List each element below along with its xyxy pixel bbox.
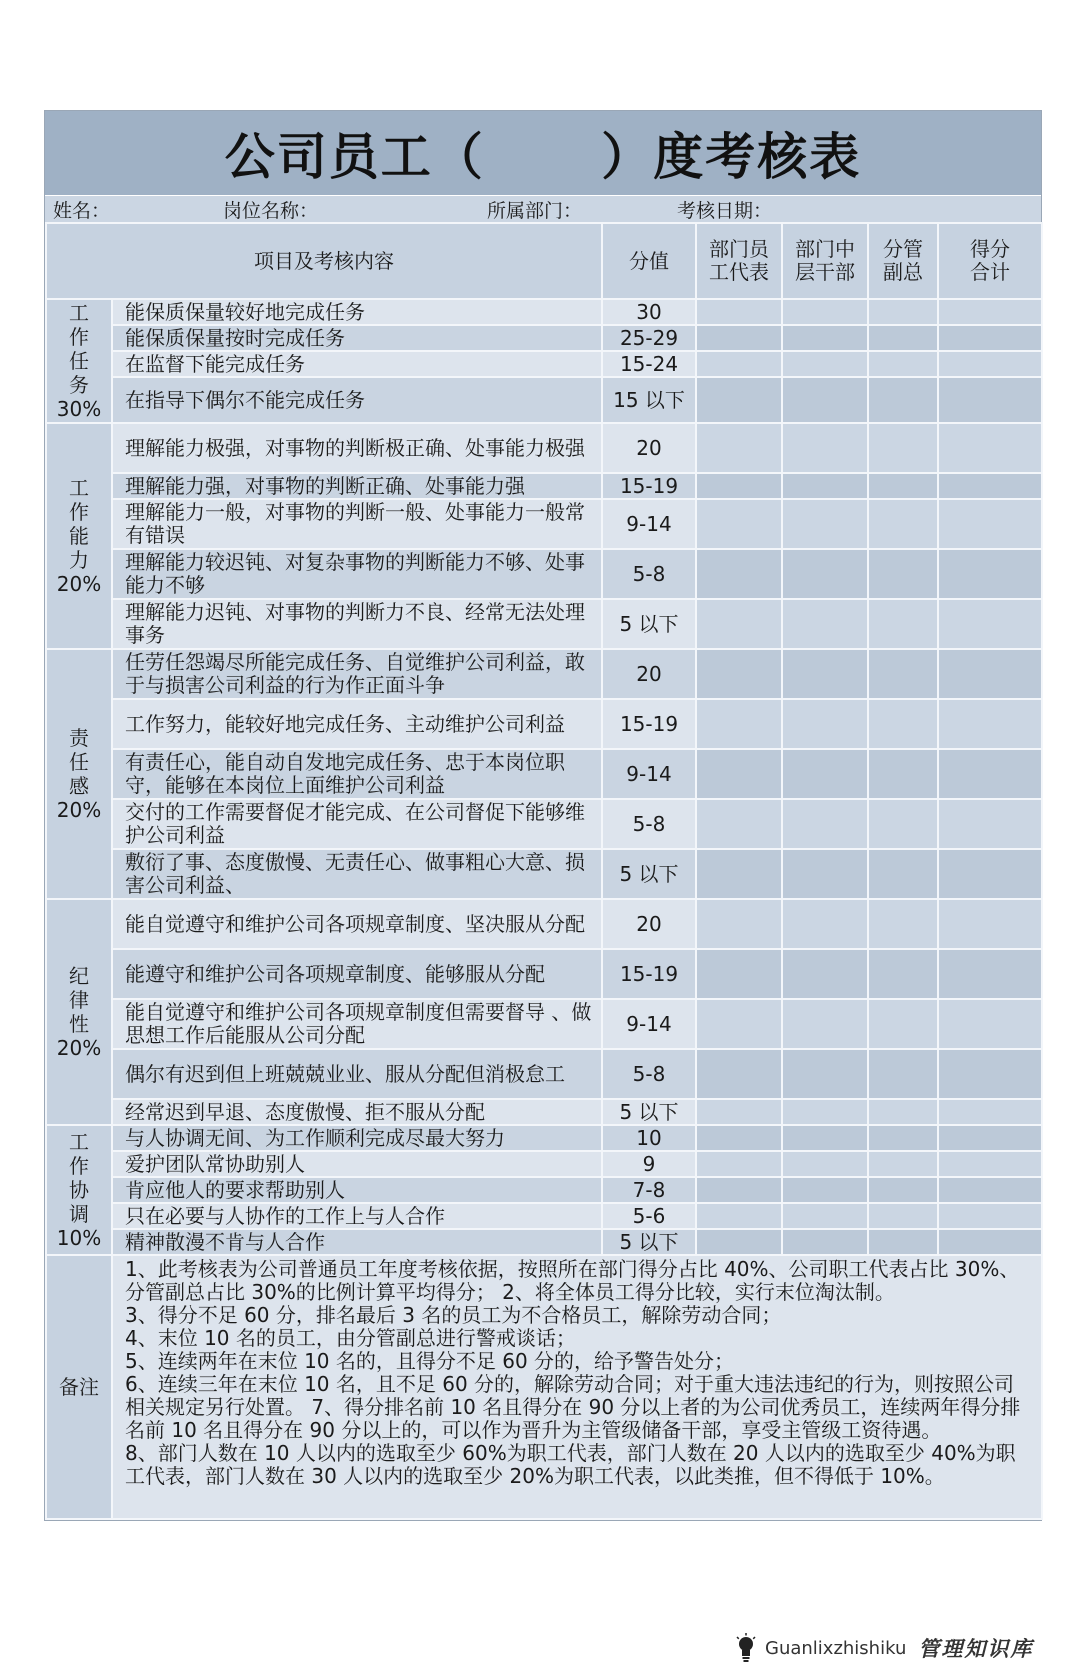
vp-score-cell[interactable] — [868, 549, 938, 599]
mid-score-cell[interactable] — [782, 325, 868, 351]
criteria-text: 偶尔有迟到但上班兢兢业业、服从分配但消极怠工 — [112, 1049, 602, 1099]
rep-score-cell[interactable] — [696, 499, 782, 549]
rep-score-cell[interactable] — [696, 1229, 782, 1255]
category-char: 调 — [69, 1202, 89, 1226]
criteria-text: 敷衍了事、态度傲慢、无责任心、做事粗心大意、损害公司利益、 — [112, 849, 602, 899]
criteria-text: 交付的工作需要督促才能完成、在公司督促下能够维护公司利益 — [112, 799, 602, 849]
rep-score-cell[interactable] — [696, 749, 782, 799]
total-score-cell[interactable] — [938, 599, 1042, 649]
mid-score-cell[interactable] — [782, 1177, 868, 1203]
total-score-cell[interactable] — [938, 749, 1042, 799]
vp-score-cell[interactable] — [868, 699, 938, 749]
category-char: 作 — [69, 1154, 89, 1178]
score-range: 25-29 — [602, 325, 696, 351]
vp-score-cell[interactable] — [868, 749, 938, 799]
criteria-text: 有责任心，能自动自发地完成任务、忠于本岗位职守，能够在本岗位上面维护公司利益 — [112, 749, 602, 799]
total-score-cell[interactable] — [938, 1049, 1042, 1099]
category-char: 作 — [69, 500, 89, 524]
info-row — [45, 195, 1041, 222]
vp-score-cell[interactable] — [868, 325, 938, 351]
total-score-cell[interactable] — [938, 325, 1042, 351]
rep-score-cell[interactable] — [696, 1099, 782, 1125]
table-row — [46, 999, 1042, 1049]
total-score-cell[interactable] — [938, 351, 1042, 377]
mid-score-cell[interactable] — [782, 299, 868, 325]
position-label: 岗位名称： — [223, 199, 319, 222]
vp-score-cell[interactable] — [868, 499, 938, 549]
rep-score-cell[interactable] — [696, 473, 782, 499]
vp-score-cell[interactable] — [868, 1203, 938, 1229]
header-items: 项目及考核内容 — [46, 223, 602, 299]
criteria-text: 肯应他人的要求帮助别人 — [112, 1177, 602, 1203]
criteria-text: 在监督下能完成任务 — [112, 351, 602, 377]
mid-score-cell[interactable] — [782, 549, 868, 599]
category-char: 工 — [69, 1130, 89, 1154]
score-range: 9-14 — [602, 749, 696, 799]
category-cell — [46, 649, 112, 899]
note-line: 8、部门人数在 10 人以内的选取至少 60%为职工代表，部门人数在 20 人以内的选取至少 40%为职工代表，部门人数在 30 人以内的选取至少 20%为职工代表，以此类推，但不得低于 10%。 — [125, 1441, 1016, 1488]
header-rep-line2: 工代表 — [709, 260, 769, 284]
vp-score-cell[interactable] — [868, 899, 938, 949]
mid-score-cell[interactable] — [782, 1229, 868, 1255]
category-weight: 20% — [56, 798, 102, 822]
mid-score-cell[interactable] — [782, 649, 868, 699]
note-line: 6、连续三年在末位 10 名，且不足 60 分的，解除劳动合同；对于重大违法违纪的行为，则按照公司相关规定另行处置。 7、得分排名前 10 名且得分在 90 分以上者的为公司优秀员工，连续两年得分排名前 10 名且得分在 90 分以上的，可以作为晋升为主管级储备干部，享受主管级工资待遇。 — [125, 1372, 1021, 1442]
total-score-cell[interactable] — [938, 299, 1042, 325]
header-mid — [782, 223, 868, 299]
table-row — [46, 325, 1042, 351]
table-row — [46, 949, 1042, 999]
table-row — [46, 1151, 1042, 1177]
note-line: 5、连续两年在末位 10 名的，且得分不足 60 分的，给予警告处分； — [125, 1349, 735, 1373]
criteria-text: 工作努力，能较好地完成任务、主动维护公司利益 — [112, 699, 602, 749]
category-char: 力 — [69, 548, 89, 572]
total-score-cell[interactable] — [938, 1125, 1042, 1151]
table-row — [46, 1229, 1042, 1255]
appraisal-form — [44, 110, 1042, 1521]
vp-score-cell[interactable] — [868, 1229, 938, 1255]
header-score: 分值 — [602, 223, 696, 299]
vp-score-cell[interactable] — [868, 423, 938, 473]
category-char: 性 — [69, 1012, 89, 1036]
category-char: 纪 — [69, 964, 89, 988]
brand-en: Guanlixzhishiku — [765, 1637, 907, 1659]
vp-score-cell[interactable] — [868, 1099, 938, 1125]
table-row — [46, 899, 1042, 949]
table-row — [46, 423, 1042, 473]
score-range: 10 — [602, 1125, 696, 1151]
table-row — [46, 699, 1042, 749]
score-range: 9 — [602, 1151, 696, 1177]
table-row — [46, 799, 1042, 849]
total-score-cell[interactable] — [938, 1203, 1042, 1229]
category-char: 律 — [69, 988, 89, 1012]
mid-score-cell[interactable] — [782, 799, 868, 849]
header-vp — [868, 223, 938, 299]
category-char: 协 — [69, 1178, 89, 1202]
mid-score-cell[interactable] — [782, 849, 868, 899]
vp-score-cell[interactable] — [868, 377, 938, 423]
total-score-cell[interactable] — [938, 849, 1042, 899]
criteria-text: 与人协调无间、为工作顺利完成尽最大努力 — [112, 1125, 602, 1151]
score-range: 20 — [602, 423, 696, 473]
rep-score-cell[interactable] — [696, 849, 782, 899]
table-row — [46, 1049, 1042, 1099]
header-mid-line2: 层干部 — [795, 260, 855, 284]
category-char: 务 — [69, 373, 89, 397]
score-range: 5 以下 — [602, 1229, 696, 1255]
category-char: 感 — [69, 774, 89, 798]
header-total — [938, 223, 1042, 299]
total-score-cell[interactable] — [938, 899, 1042, 949]
category-char: 作 — [69, 325, 89, 349]
total-score-cell[interactable] — [938, 1177, 1042, 1203]
table-row — [46, 849, 1042, 899]
table-row — [46, 1099, 1042, 1125]
total-score-cell[interactable] — [938, 799, 1042, 849]
criteria-text: 任劳任怨竭尽所能完成任务、自觉维护公司利益，敢于与损害公司利益的行为作正面斗争 — [112, 649, 602, 699]
date-label: 考核日期： — [677, 199, 773, 222]
rep-score-cell[interactable] — [696, 999, 782, 1049]
category-char: 任 — [69, 750, 89, 774]
score-range: 7-8 — [602, 1177, 696, 1203]
rep-score-cell[interactable] — [696, 377, 782, 423]
criteria-text: 在指导下偶尔不能完成任务 — [112, 377, 602, 423]
criteria-text: 理解能力极强，对事物的判断极正确、处事能力极强 — [112, 423, 602, 473]
header-total-line2: 合计 — [970, 260, 1010, 284]
total-score-cell[interactable] — [938, 423, 1042, 473]
lightbulb-icon — [735, 1633, 757, 1663]
mid-score-cell[interactable] — [782, 899, 868, 949]
vp-score-cell[interactable] — [868, 1151, 938, 1177]
rep-score-cell[interactable] — [696, 1151, 782, 1177]
mid-score-cell[interactable] — [782, 999, 868, 1049]
table-row — [46, 1125, 1042, 1151]
vp-score-cell[interactable] — [868, 599, 938, 649]
total-score-cell[interactable] — [938, 1229, 1042, 1255]
note-line: 4、末位 10 名的员工，由分管副总进行警戒谈话； — [125, 1326, 576, 1350]
category-weight: 30% — [56, 397, 102, 421]
vp-score-cell[interactable] — [868, 351, 938, 377]
score-range: 5-6 — [602, 1203, 696, 1229]
rep-score-cell[interactable] — [696, 649, 782, 699]
total-score-cell[interactable] — [938, 473, 1042, 499]
rep-score-cell[interactable] — [696, 423, 782, 473]
mid-score-cell[interactable] — [782, 1099, 868, 1125]
table-row — [46, 1203, 1042, 1229]
notes-row — [46, 1255, 1042, 1519]
category-char: 能 — [69, 524, 89, 548]
mid-score-cell[interactable] — [782, 599, 868, 649]
name-label: 姓名： — [53, 199, 111, 222]
mid-score-cell[interactable] — [782, 1151, 868, 1177]
rep-score-cell[interactable] — [696, 325, 782, 351]
header-row — [46, 223, 1042, 299]
score-range: 5-8 — [602, 799, 696, 849]
vp-score-cell[interactable] — [868, 799, 938, 849]
table-row — [46, 549, 1042, 599]
mid-score-cell[interactable] — [782, 499, 868, 549]
vp-score-cell[interactable] — [868, 649, 938, 699]
score-range: 20 — [602, 899, 696, 949]
criteria-text: 理解能力一般，对事物的判断一般、处事能力一般常有错误 — [112, 499, 602, 549]
rep-score-cell[interactable] — [696, 351, 782, 377]
score-range: 5 以下 — [602, 599, 696, 649]
mid-score-cell[interactable] — [782, 473, 868, 499]
category-char: 任 — [69, 349, 89, 373]
score-range: 15-19 — [602, 699, 696, 749]
criteria-text: 能自觉遵守和维护公司各项规章制度但需要督导 、做思想工作后能服从公司分配 — [112, 999, 602, 1049]
rep-score-cell[interactable] — [696, 899, 782, 949]
criteria-text: 理解能力强，对事物的判断正确、处事能力强 — [112, 473, 602, 499]
mid-score-cell[interactable] — [782, 1203, 868, 1229]
table-row — [46, 351, 1042, 377]
category-cell — [46, 899, 112, 1125]
table-row — [46, 649, 1042, 699]
category-weight: 20% — [56, 1036, 102, 1060]
score-range: 15-24 — [602, 351, 696, 377]
total-score-cell[interactable] — [938, 1099, 1042, 1125]
category-weight: 10% — [56, 1226, 102, 1250]
rep-score-cell[interactable] — [696, 699, 782, 749]
rep-score-cell[interactable] — [696, 549, 782, 599]
rep-score-cell[interactable] — [696, 1177, 782, 1203]
score-range: 20 — [602, 649, 696, 699]
table-row — [46, 299, 1042, 325]
footer-watermark — [735, 1633, 1033, 1663]
total-score-cell[interactable] — [938, 699, 1042, 749]
vp-score-cell[interactable] — [868, 1177, 938, 1203]
category-cell — [46, 423, 112, 649]
criteria-text: 能自觉遵守和维护公司各项规章制度、坚决服从分配 — [112, 899, 602, 949]
total-score-cell[interactable] — [938, 499, 1042, 549]
total-score-cell[interactable] — [938, 549, 1042, 599]
rep-score-cell[interactable] — [696, 599, 782, 649]
score-range: 30 — [602, 299, 696, 325]
mid-score-cell[interactable] — [782, 949, 868, 999]
mid-score-cell[interactable] — [782, 423, 868, 473]
notes-label: 备注 — [46, 1255, 112, 1519]
category-char: 工 — [69, 301, 89, 325]
vp-score-cell[interactable] — [868, 849, 938, 899]
score-range: 5 以下 — [602, 1099, 696, 1125]
score-range: 9-14 — [602, 999, 696, 1049]
total-score-cell[interactable] — [938, 649, 1042, 699]
table-row — [46, 1177, 1042, 1203]
table-row — [46, 599, 1042, 649]
vp-score-cell[interactable] — [868, 999, 938, 1049]
category-char: 工 — [69, 476, 89, 500]
vp-score-cell[interactable] — [868, 949, 938, 999]
table-row — [46, 499, 1042, 549]
criteria-text: 能保质保量较好地完成任务 — [112, 299, 602, 325]
rep-score-cell[interactable] — [696, 799, 782, 849]
vp-score-cell[interactable] — [868, 299, 938, 325]
dept-label: 所属部门： — [487, 199, 583, 222]
score-range: 5-8 — [602, 549, 696, 599]
criteria-text: 精神散漫不肯与人合作 — [112, 1229, 602, 1255]
note-line: 1、此考核表为公司普通员工年度考核依据，按照所在部门得分占比 40%、公司职工代表占比 30%、分管副总占比 30%的比例计算平均得分； 2、将全体员工得分比较，实行末位淘汰制。 — [125, 1257, 1020, 1304]
score-range: 5-8 — [602, 1049, 696, 1099]
criteria-text: 能遵守和维护公司各项规章制度、能够服从分配 — [112, 949, 602, 999]
total-score-cell[interactable] — [938, 377, 1042, 423]
form-title: 公司员工（ ）度考核表 — [224, 128, 862, 186]
score-range: 15-19 — [602, 949, 696, 999]
mid-score-cell[interactable] — [782, 699, 868, 749]
table-row — [46, 377, 1042, 423]
category-cell — [46, 1125, 112, 1255]
criteria-text: 只在必要与人协作的工作上与人合作 — [112, 1203, 602, 1229]
total-score-cell[interactable] — [938, 1151, 1042, 1177]
total-score-cell[interactable] — [938, 999, 1042, 1049]
score-range: 15 以下 — [602, 377, 696, 423]
criteria-text: 能保质保量按时完成任务 — [112, 325, 602, 351]
header-mid-line1: 部门中 — [795, 237, 855, 261]
score-range: 15-19 — [602, 473, 696, 499]
note-line: 3、得分不足 60 分，排名最后 3 名的员工为不合格员工，解除劳动合同； — [125, 1303, 782, 1327]
rep-score-cell[interactable] — [696, 949, 782, 999]
mid-score-cell[interactable] — [782, 749, 868, 799]
criteria-text: 理解能力迟钝、对事物的判断力不良、经常无法处理事务 — [112, 599, 602, 649]
notes-content — [112, 1255, 1042, 1519]
mid-score-cell[interactable] — [782, 351, 868, 377]
table-row — [46, 473, 1042, 499]
score-range: 5 以下 — [602, 849, 696, 899]
header-total-line1: 得分 — [970, 237, 1010, 261]
vp-score-cell[interactable] — [868, 1049, 938, 1099]
appraisal-table — [45, 222, 1043, 1520]
header-rep — [696, 223, 782, 299]
rep-score-cell[interactable] — [696, 1203, 782, 1229]
mid-score-cell[interactable] — [782, 377, 868, 423]
header-vp-line1: 分管 — [883, 237, 923, 261]
vp-score-cell[interactable] — [868, 1125, 938, 1151]
brand-cn: 管理知识库 — [918, 1637, 1034, 1661]
category-weight: 20% — [56, 572, 102, 596]
rep-score-cell[interactable] — [696, 1049, 782, 1099]
mid-score-cell[interactable] — [782, 1049, 868, 1099]
score-range: 9-14 — [602, 499, 696, 549]
form-title-bar — [45, 111, 1041, 195]
header-rep-line1: 部门员 — [709, 237, 769, 261]
category-char: 责 — [69, 726, 89, 750]
header-vp-line2: 副总 — [883, 260, 923, 284]
rep-score-cell[interactable] — [696, 299, 782, 325]
total-score-cell[interactable] — [938, 949, 1042, 999]
criteria-text: 理解能力较迟钝、对复杂事物的判断能力不够、处事能力不够 — [112, 549, 602, 599]
vp-score-cell[interactable] — [868, 473, 938, 499]
rep-score-cell[interactable] — [696, 1125, 782, 1151]
table-row — [46, 749, 1042, 799]
category-cell — [46, 299, 112, 423]
criteria-text: 经常迟到早退、态度傲慢、拒不服从分配 — [112, 1099, 602, 1125]
mid-score-cell[interactable] — [782, 1125, 868, 1151]
criteria-text: 爱护团队常协助别人 — [112, 1151, 602, 1177]
